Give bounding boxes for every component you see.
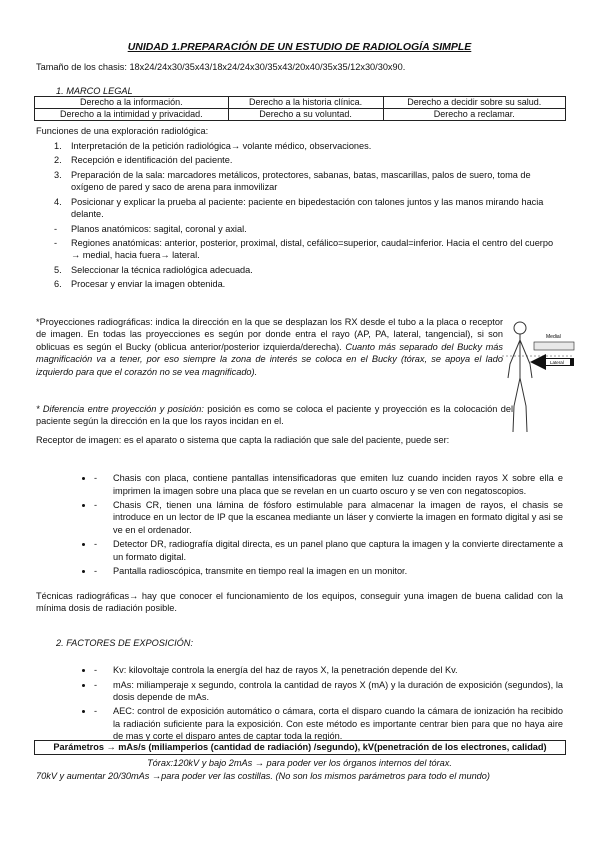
- section-heading-legal: 1. MARCO LEGAL: [56, 86, 133, 96]
- table-cell: Derecho a la historia clínica.: [228, 97, 383, 109]
- list-item: • - mAs: miliamperaje x segundo, controla la cantidad de rayos X (mA) y la duración de exposición (segundos), la dosis depende de mAs.: [94, 679, 563, 704]
- table-cell: Derecho a la intimidad y privacidad.: [35, 109, 229, 121]
- list-item: • - Detector DR, radiografía digital directa, es un panel plano que captura la imagen y la convierte directamente a un formato digital.: [94, 538, 563, 563]
- list-item: [54, 223, 555, 235]
- table-row: [35, 97, 566, 109]
- list-item: [54, 140, 555, 152]
- page-title: UNIDAD 1.PREPARACIÓN DE UN ESTUDIO DE RADIOLOGÍA SIMPLE: [127, 41, 472, 53]
- list-item: [54, 154, 555, 166]
- list-marker: 2.: [54, 155, 62, 166]
- list-item: [54, 278, 555, 290]
- list-item-text: Planos anatómicos: sagital, coronal y axial.: [71, 223, 247, 234]
- table-cell: Derecho a la información.: [35, 97, 229, 109]
- list-item: [54, 169, 555, 194]
- ribs-note: 70kV y aumentar 20/30mAs →para poder ver las costillas. (No son los mismos parámetros para todo el mundo): [36, 771, 490, 781]
- projections-paragraph: [36, 316, 503, 378]
- list-item-text: mAs: miliamperaje x segundo, controla la cantidad de rayos X (mA) y la duración de exposición (segundos), la dosis depende de mAs.: [113, 679, 563, 703]
- list-item-text: Seleccionar la técnica radiológica adecuada.: [71, 264, 253, 275]
- list-item-text: Chasis CR, tienen una lámina de fósforo estimulable para almacenar la imagen de rayos, el chasis se introduce en un lector de IP que la escanea mediante un láser y convierte la imagen en formato digital y asi se ve en el ordenador.: [113, 500, 563, 535]
- diff-text: posición es como se coloca el paciente y proyección es la colocación del paciente según la dirección en la que los rayos incidan en el.: [36, 404, 513, 427]
- list-marker: 3.: [54, 169, 62, 180]
- list-item-text: AEC: control de exposición automático o cámara, corta el disparo cuando la cámara de ionización ha recibido la radiación suficiente para la exposición. Con este método es importante centrar bien para que no haya aire de mas y corte el disparo antes de captar toda la región.: [113, 706, 563, 742]
- projection-vs-position: [36, 403, 513, 428]
- legal-rights-table: [34, 96, 566, 121]
- list-item: • - AEC: control de exposición automático o cámara, corta el disparo cuando la cámara de ionización ha recibido la radiación suficiente para la exposición. Con este método es importante centrar bien para que no haya aire de mas y corte el disparo antes de captar toda la región.: [94, 705, 563, 742]
- torax-note: Tórax:120kV y bajo 2mAs → para poder ver los órganos internos del tórax.: [147, 758, 452, 768]
- list-item: • - Pantalla radioscópica, transmite en tiempo real la imagen en un monitor.: [94, 565, 563, 577]
- list-item-text: Pantalla radioscópica, transmite en tiempo real la imagen en un monitor.: [113, 566, 408, 577]
- table-cell: Derecho a su voluntad.: [228, 109, 383, 121]
- list-item: [54, 196, 555, 221]
- table-row: [35, 109, 566, 121]
- list-marker: 6.: [54, 279, 62, 290]
- list-marker: 4.: [54, 196, 62, 207]
- functions-heading: Funciones de una exploración radiológica:: [36, 126, 209, 136]
- list-item-text: Chasis con placa, contiene pantallas intensificadoras que emiten luz cuando inciden rayos X sobre ella e imprimen la imagen sobre una placa que se revelan en un cuarto oscuro y se ven con negatoscopios.: [113, 473, 563, 496]
- list-marker: 5.: [54, 264, 62, 275]
- medial-label: Medial: [546, 334, 561, 340]
- chassis-sizes: Tamaño de los chasis: 18x24/24x30/35x43/18x24/24x30/35x43/20x40/35x35/12x30/30x90.: [36, 62, 406, 72]
- diff-title: * Diferencia entre proyección y posición:: [36, 404, 204, 414]
- list-item-text: Detector DR, radiografía digital directa, es un panel plano que captura la imagen y la convierte directamente a un formato digital.: [113, 539, 563, 562]
- list-item: • - Chasis CR, tienen una lámina de fósforo estimulable para almacenar la imagen de rayos, el chasis se introduce en un lector de IP que la escanea mediante un láser y convierte la imagen en formato digital y asi se ve en el ordenador.: [94, 499, 563, 536]
- table-cell: Derecho a decidir sobre su salud.: [383, 97, 565, 109]
- list-item-text: Interpretación de la petición radiológica→ volante médico, observaciones.: [71, 141, 372, 151]
- list-item: [54, 264, 555, 276]
- list-item: [54, 237, 555, 262]
- list-item-text: Kv: kilovoltaje controla la energía del haz de rayos X, la penetración depende del Kv.: [113, 665, 458, 676]
- section-heading-exposure: 2. FACTORES DE EXPOSICIÓN:: [56, 638, 193, 648]
- list-marker: -: [54, 237, 58, 248]
- list-item-text: Preparación de la sala: marcadores metálicos, protectores, sabanas, batas, mascarillas, palos de suero, toma de oxígeno de pared y saco de arena para inmovilizar: [71, 169, 531, 193]
- receptor-paragraph: Receptor de imagen: es el aparato o sistema que capta la radiación que sale del paciente, puede ser:: [36, 435, 450, 445]
- lateral-label: Lateral: [550, 360, 564, 365]
- list-marker: -: [54, 223, 58, 234]
- list-item-text: Posicionar y explicar la prueba al paciente: paciente en bipedestación con talones juntos y las manos mirando hacia delante.: [71, 196, 544, 220]
- list-item-text: Regiones anatómicas: anterior, posterior, proximal, distal, cefálico=superior, caudal=inferior. Hacia el centro del cuerpo → medial, hacia fuera→ lateral.: [71, 237, 554, 261]
- list-item-text: Recepción e identificación del paciente.: [71, 155, 233, 166]
- receptor-list: [54, 472, 563, 579]
- magnification-note: Cuanto más separado del Bucky más magnificación va a tener, por eso siempre la zona de interés se coloca en el Bucky (tórax, se apoya el lado izquierdo para que el corazón no se vea magnificado).: [36, 341, 503, 377]
- parameters-box: Parámetros → mAs/s (miliamperios (cantidad de radiación) /segundo), kV(penetración de los electrones, calidad): [34, 740, 566, 755]
- list-item: • - Kv: kilovoltaje controla la energía del haz de rayos X, la penetración depende del Kv.: [94, 664, 563, 676]
- list-item-text: Procesar y enviar la imagen obtenida.: [71, 279, 226, 290]
- table-cell: Derecho a reclamar.: [383, 109, 565, 121]
- list-item: • - Chasis con placa, contiene pantallas intensificadoras que emiten luz cuando inciden rayos X sobre ella e imprimen la imagen sobre una placa que se revelan en un cuarto oscuro y se ven con negatoscopios.: [94, 472, 563, 497]
- functions-list: [54, 140, 555, 293]
- list-marker: 1.: [54, 141, 62, 151]
- exposure-factors-list: [54, 664, 563, 745]
- techniques-paragraph: Técnicas radiográficas→ hay que conocer el funcionamiento de los equipos, conseguir yuna imagen de buena calidad con la mínima dosis de radiación posible.: [36, 591, 563, 614]
- projections-text: *Proyecciones radiográficas: indica la dirección en la que se desplazan los RX desde el tubo a la placa o receptor de imagen. En todas las proyecciones es según por donde entra el rayo (AP, PA, lateral, tangencial), si son oblicuas es según el Bucky (oblicua anterior/posterior izquierda/derecha).: [36, 317, 503, 352]
